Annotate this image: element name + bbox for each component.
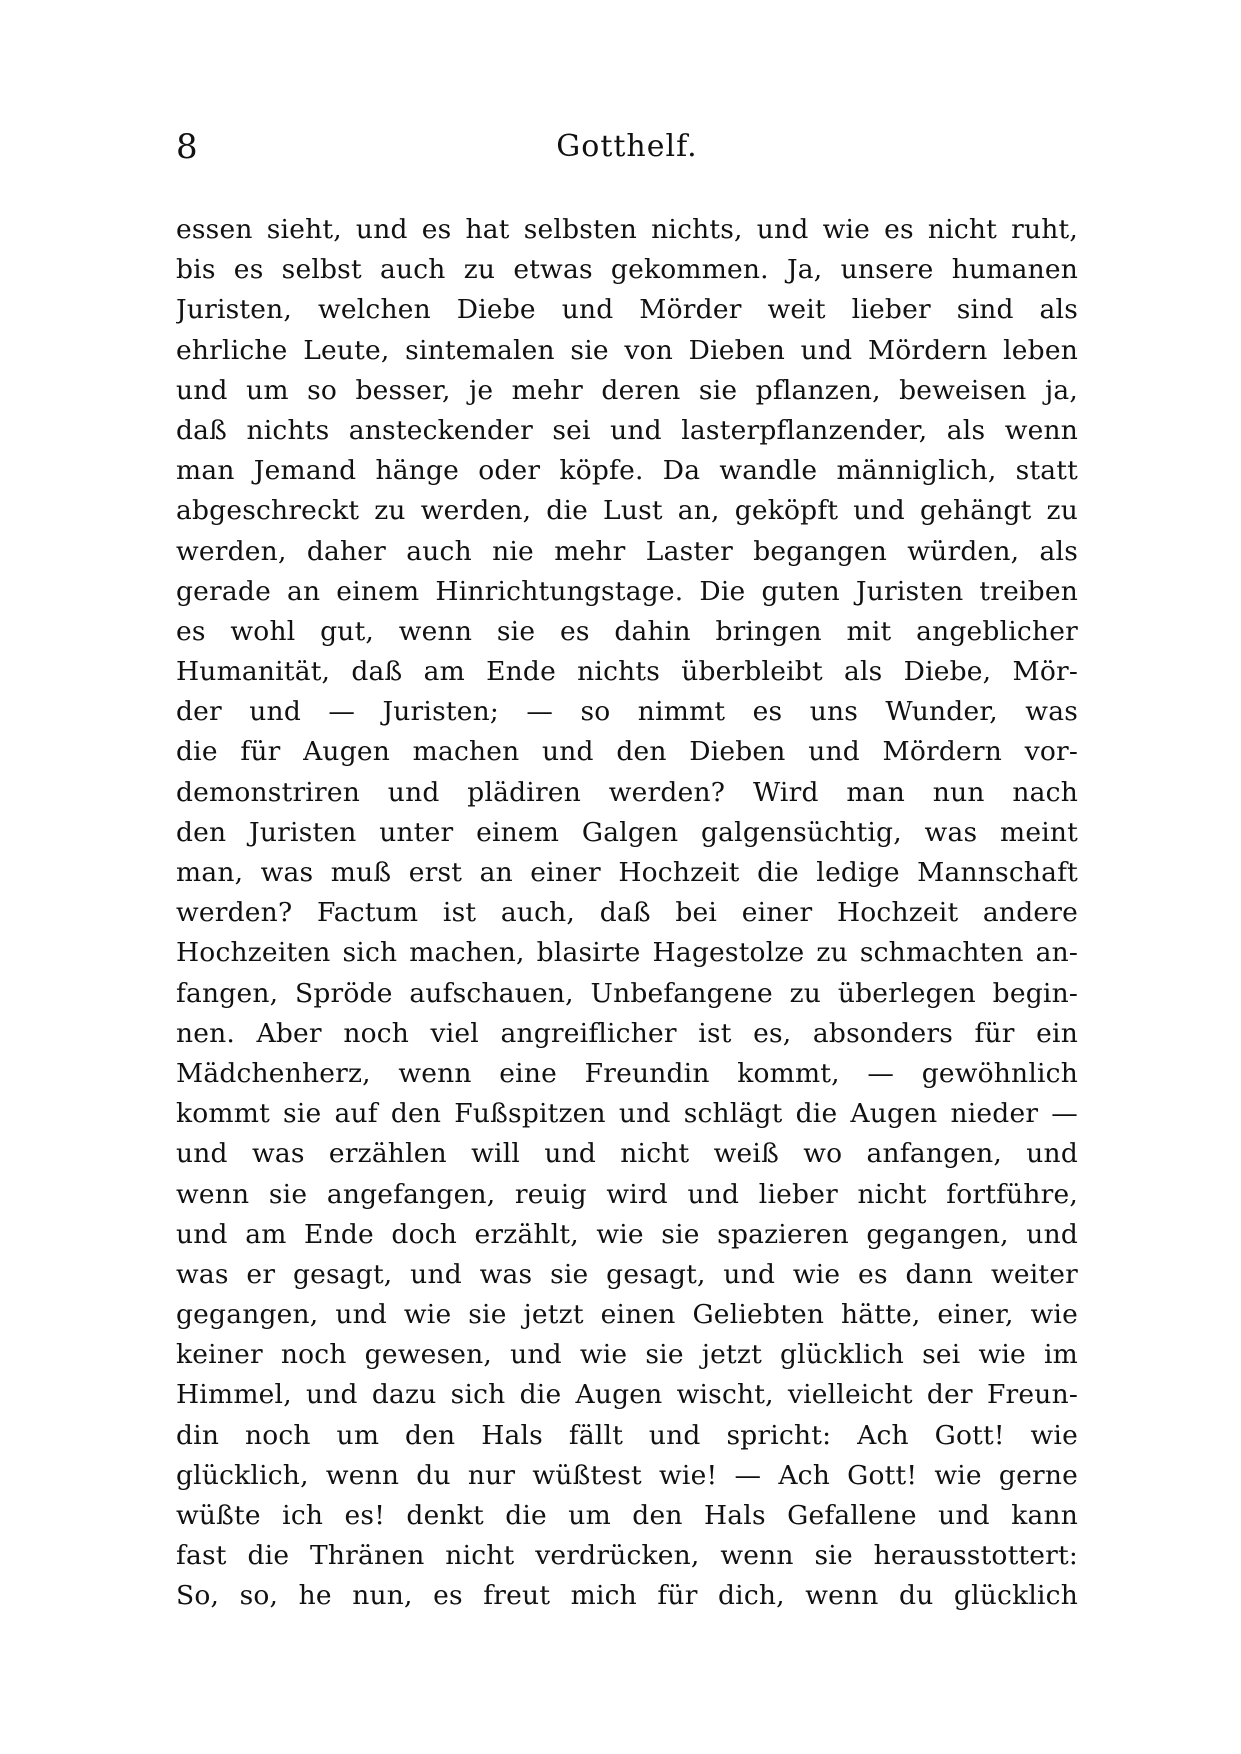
text-line: Humanität, daß am Ende nichts überbleibt als Diebe, Mör- xyxy=(176,656,1078,688)
text-line: ehrliche Leute, sintemalen sie von Dieben und Mördern leben xyxy=(176,334,1078,366)
text-line: keiner noch gewesen, und wie sie jetzt glücklich sei wie im xyxy=(176,1339,1078,1371)
text-line: man, was muß erst an einer Hochzeit die ledige Mannschaft xyxy=(176,857,1078,888)
text-line: kommt sie auf den Fußspitzen und schlägt die Augen nieder — xyxy=(176,1098,1078,1130)
body-text xyxy=(176,210,1078,1617)
running-head: Gotthelf. xyxy=(556,129,698,164)
text-line: man Jemand hänge oder köpfe. Da wandle männiglich, statt xyxy=(176,455,1078,487)
page-number: 8 xyxy=(176,127,198,167)
text-line: und was erzählen will und nicht weiß wo anfangen, und xyxy=(176,1138,1078,1170)
text-line: und am Ende doch erzählt, wie sie spazieren gegangen, und xyxy=(176,1218,1078,1250)
text-line: din noch um den Hals fällt und spricht: Ach Gott! wie xyxy=(176,1419,1078,1451)
text-line: den Juristen unter einem Galgen galgensüchtig, was meint xyxy=(176,816,1078,848)
text-line: demonstriren und plädiren werden? Wird man nun nach xyxy=(176,776,1078,808)
text-line: werden? Factum ist auch, daß bei einer Hochzeit andere xyxy=(176,897,1078,929)
text-line: und um so besser, je mehr deren sie pflanzen, beweisen ja, xyxy=(176,374,1078,406)
text-line: es wohl gut, wenn sie es dahin bringen mit angeblicher xyxy=(176,615,1078,647)
text-line: wüßte ich es! denkt die um den Hals Gefallene und kann xyxy=(176,1500,1078,1531)
text-line: So, so, he nun, es freut mich für dich, wenn du glücklich xyxy=(176,1580,1078,1612)
text-line: glücklich, wenn du nur wüßtest wie! — Ach Gott! wie gerne xyxy=(176,1459,1078,1491)
text-line: daß nichts ansteckender sei und lasterpflanzender, als wenn xyxy=(176,414,1078,446)
text-line: Hochzeiten sich machen, blasirte Hagestolze zu schmachten an- xyxy=(176,937,1078,969)
text-line: Himmel, und dazu sich die Augen wischt, vielleicht der Freun- xyxy=(176,1379,1078,1411)
text-line: der und — Juristen; — so nimmt es uns Wunder, was xyxy=(176,696,1078,728)
text-line: nen. Aber noch viel angreiflicher ist es, absonders für ein xyxy=(176,1017,1078,1049)
text-line: was er gesagt, und was sie gesagt, und wie es dann weiter xyxy=(176,1258,1078,1290)
text-line: essen sieht, und es hat selbsten nichts, und wie es nicht ruht, xyxy=(176,214,1078,245)
text-line: bis es selbst auch zu etwas gekommen. Ja, unsere humanen xyxy=(176,254,1078,286)
text-line: Juristen, welchen Diebe und Mörder weit lieber sind als xyxy=(176,294,1078,326)
text-line: fast die Thränen nicht verdrücken, wenn sie herausstottert: xyxy=(176,1540,1078,1572)
text-line: fangen, Spröde aufschauen, Unbefangene zu überlegen begin- xyxy=(176,977,1078,1009)
text-line: Mädchenherz, wenn eine Freundin kommt, — gewöhnlich xyxy=(176,1057,1078,1089)
text-line: gerade an einem Hinrichtungstage. Die guten Juristen treiben xyxy=(176,575,1078,607)
text-line: wenn sie angefangen, reuig wird und lieber nicht fortführe, xyxy=(176,1178,1078,1210)
text-line: werden, daher auch nie mehr Laster begangen würden, als xyxy=(176,535,1078,567)
text-line: abgeschreckt zu werden, die Lust an, geköpft und gehängt zu xyxy=(176,495,1078,527)
text-line: gegangen, und wie sie jetzt einen Geliebten hätte, einer, wie xyxy=(176,1299,1078,1331)
text-line: die für Augen machen und den Dieben und Mördern vor- xyxy=(176,736,1078,768)
page-header xyxy=(176,122,1078,172)
